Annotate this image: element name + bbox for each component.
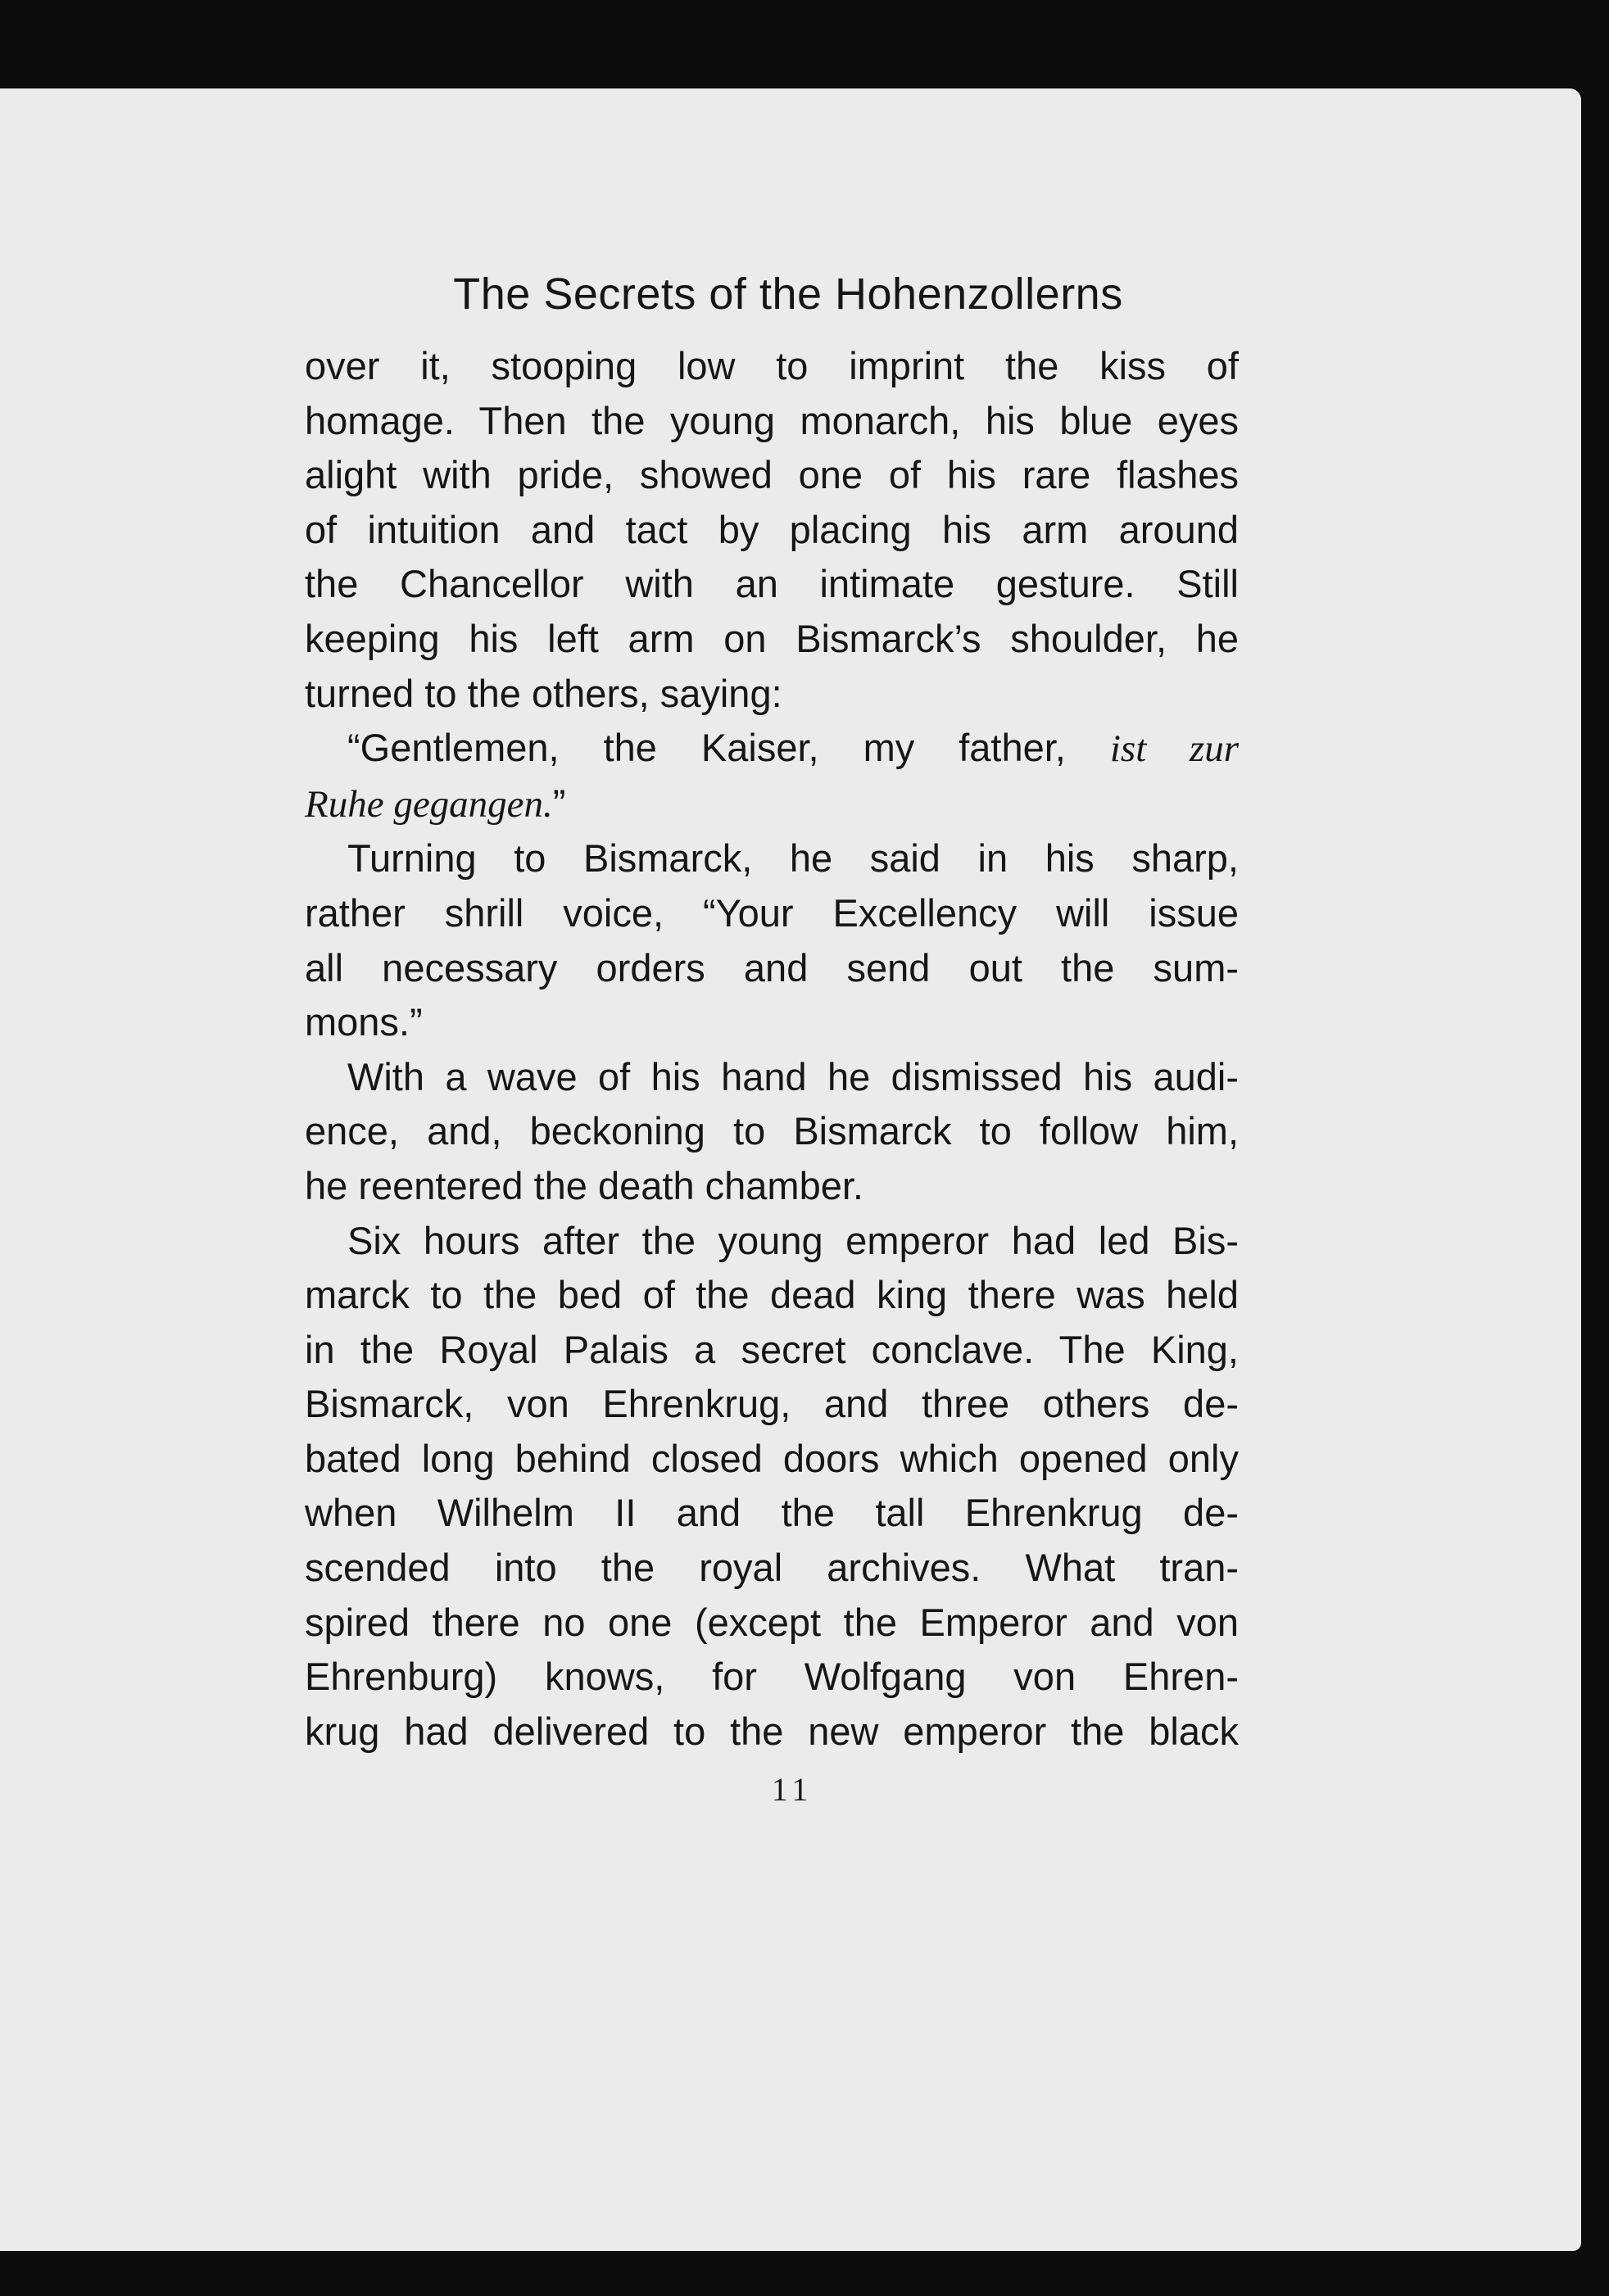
text-line: bated long behind closed doors which opened only	[305, 1436, 1239, 1480]
book-page	[0, 88, 1581, 2251]
text-line: With a wave of his hand he dismissed his audi-	[347, 1054, 1239, 1098]
text-line: alight with pride, showed one of his rare flashes	[305, 453, 1239, 497]
text-line: homage. Then the young monarch, his blue eyes	[305, 398, 1239, 442]
quote-italic: ist zur	[1109, 727, 1240, 771]
text-line: spired there no one (except the Emperor and von	[305, 1600, 1239, 1644]
text-line: keeping his left arm on Bismarck’s shoulder, he	[305, 616, 1239, 660]
paragraph-1	[305, 339, 1239, 721]
text-line: the Chancellor with an intimate gesture. Still	[305, 562, 1239, 606]
text-line: ence, and, beckoning to Bismarck to follow him,	[305, 1109, 1239, 1153]
quote-close: ”	[552, 781, 566, 825]
paragraph-5	[305, 1214, 1239, 1759]
text-line: turned to the others, saying:	[305, 671, 782, 715]
text-line: Six hours after the young emperor had led Bis-	[347, 1218, 1239, 1262]
paragraph-2	[305, 721, 1239, 831]
page-content	[305, 269, 1239, 1809]
text-line	[305, 721, 1239, 777]
text-line: all necessary orders and send out the sum-	[305, 945, 1239, 989]
text-line: rather shrill voice, “Your Excellency will issue	[305, 890, 1239, 935]
running-head: The Secrets of the Hohenzollerns	[453, 269, 1123, 319]
text-line: over it, stooping low to imprint the kiss of	[305, 344, 1239, 387]
quote-text: “Gentlemen, the Kaiser, my father,	[347, 726, 1066, 770]
text-line: he reentered the death chamber.	[305, 1163, 863, 1207]
text-line: krug had delivered to the new emperor the black	[305, 1709, 1239, 1753]
body-text	[305, 339, 1239, 1759]
paragraph-4	[305, 1050, 1239, 1214]
text-line: Turning to Bismarck, he said in his sharp,	[347, 836, 1239, 881]
text-line	[305, 777, 1239, 832]
text-line: mons.”	[305, 1000, 423, 1044]
page-number: 11	[771, 1771, 814, 1809]
quote-italic: Ruhe gegangen.	[305, 782, 553, 826]
text-line: Ehrenburg) knows, for Wolfgang von Ehren-	[305, 1655, 1239, 1699]
text-line: in the Royal Palais a secret conclave. The King,	[305, 1327, 1239, 1371]
text-line: when Wilhelm II and the tall Ehrenkrug de-	[305, 1491, 1239, 1535]
text-line: Bismarck, von Ehrenkrug, and three others de-	[305, 1382, 1239, 1426]
text-line: marck to the bed of the dead king there was held	[305, 1273, 1239, 1317]
text-line: of intuition and tact by placing his arm around	[305, 507, 1239, 551]
text-line: scended into the royal archives. What tran-	[305, 1546, 1239, 1590]
paragraph-3	[305, 831, 1239, 1049]
